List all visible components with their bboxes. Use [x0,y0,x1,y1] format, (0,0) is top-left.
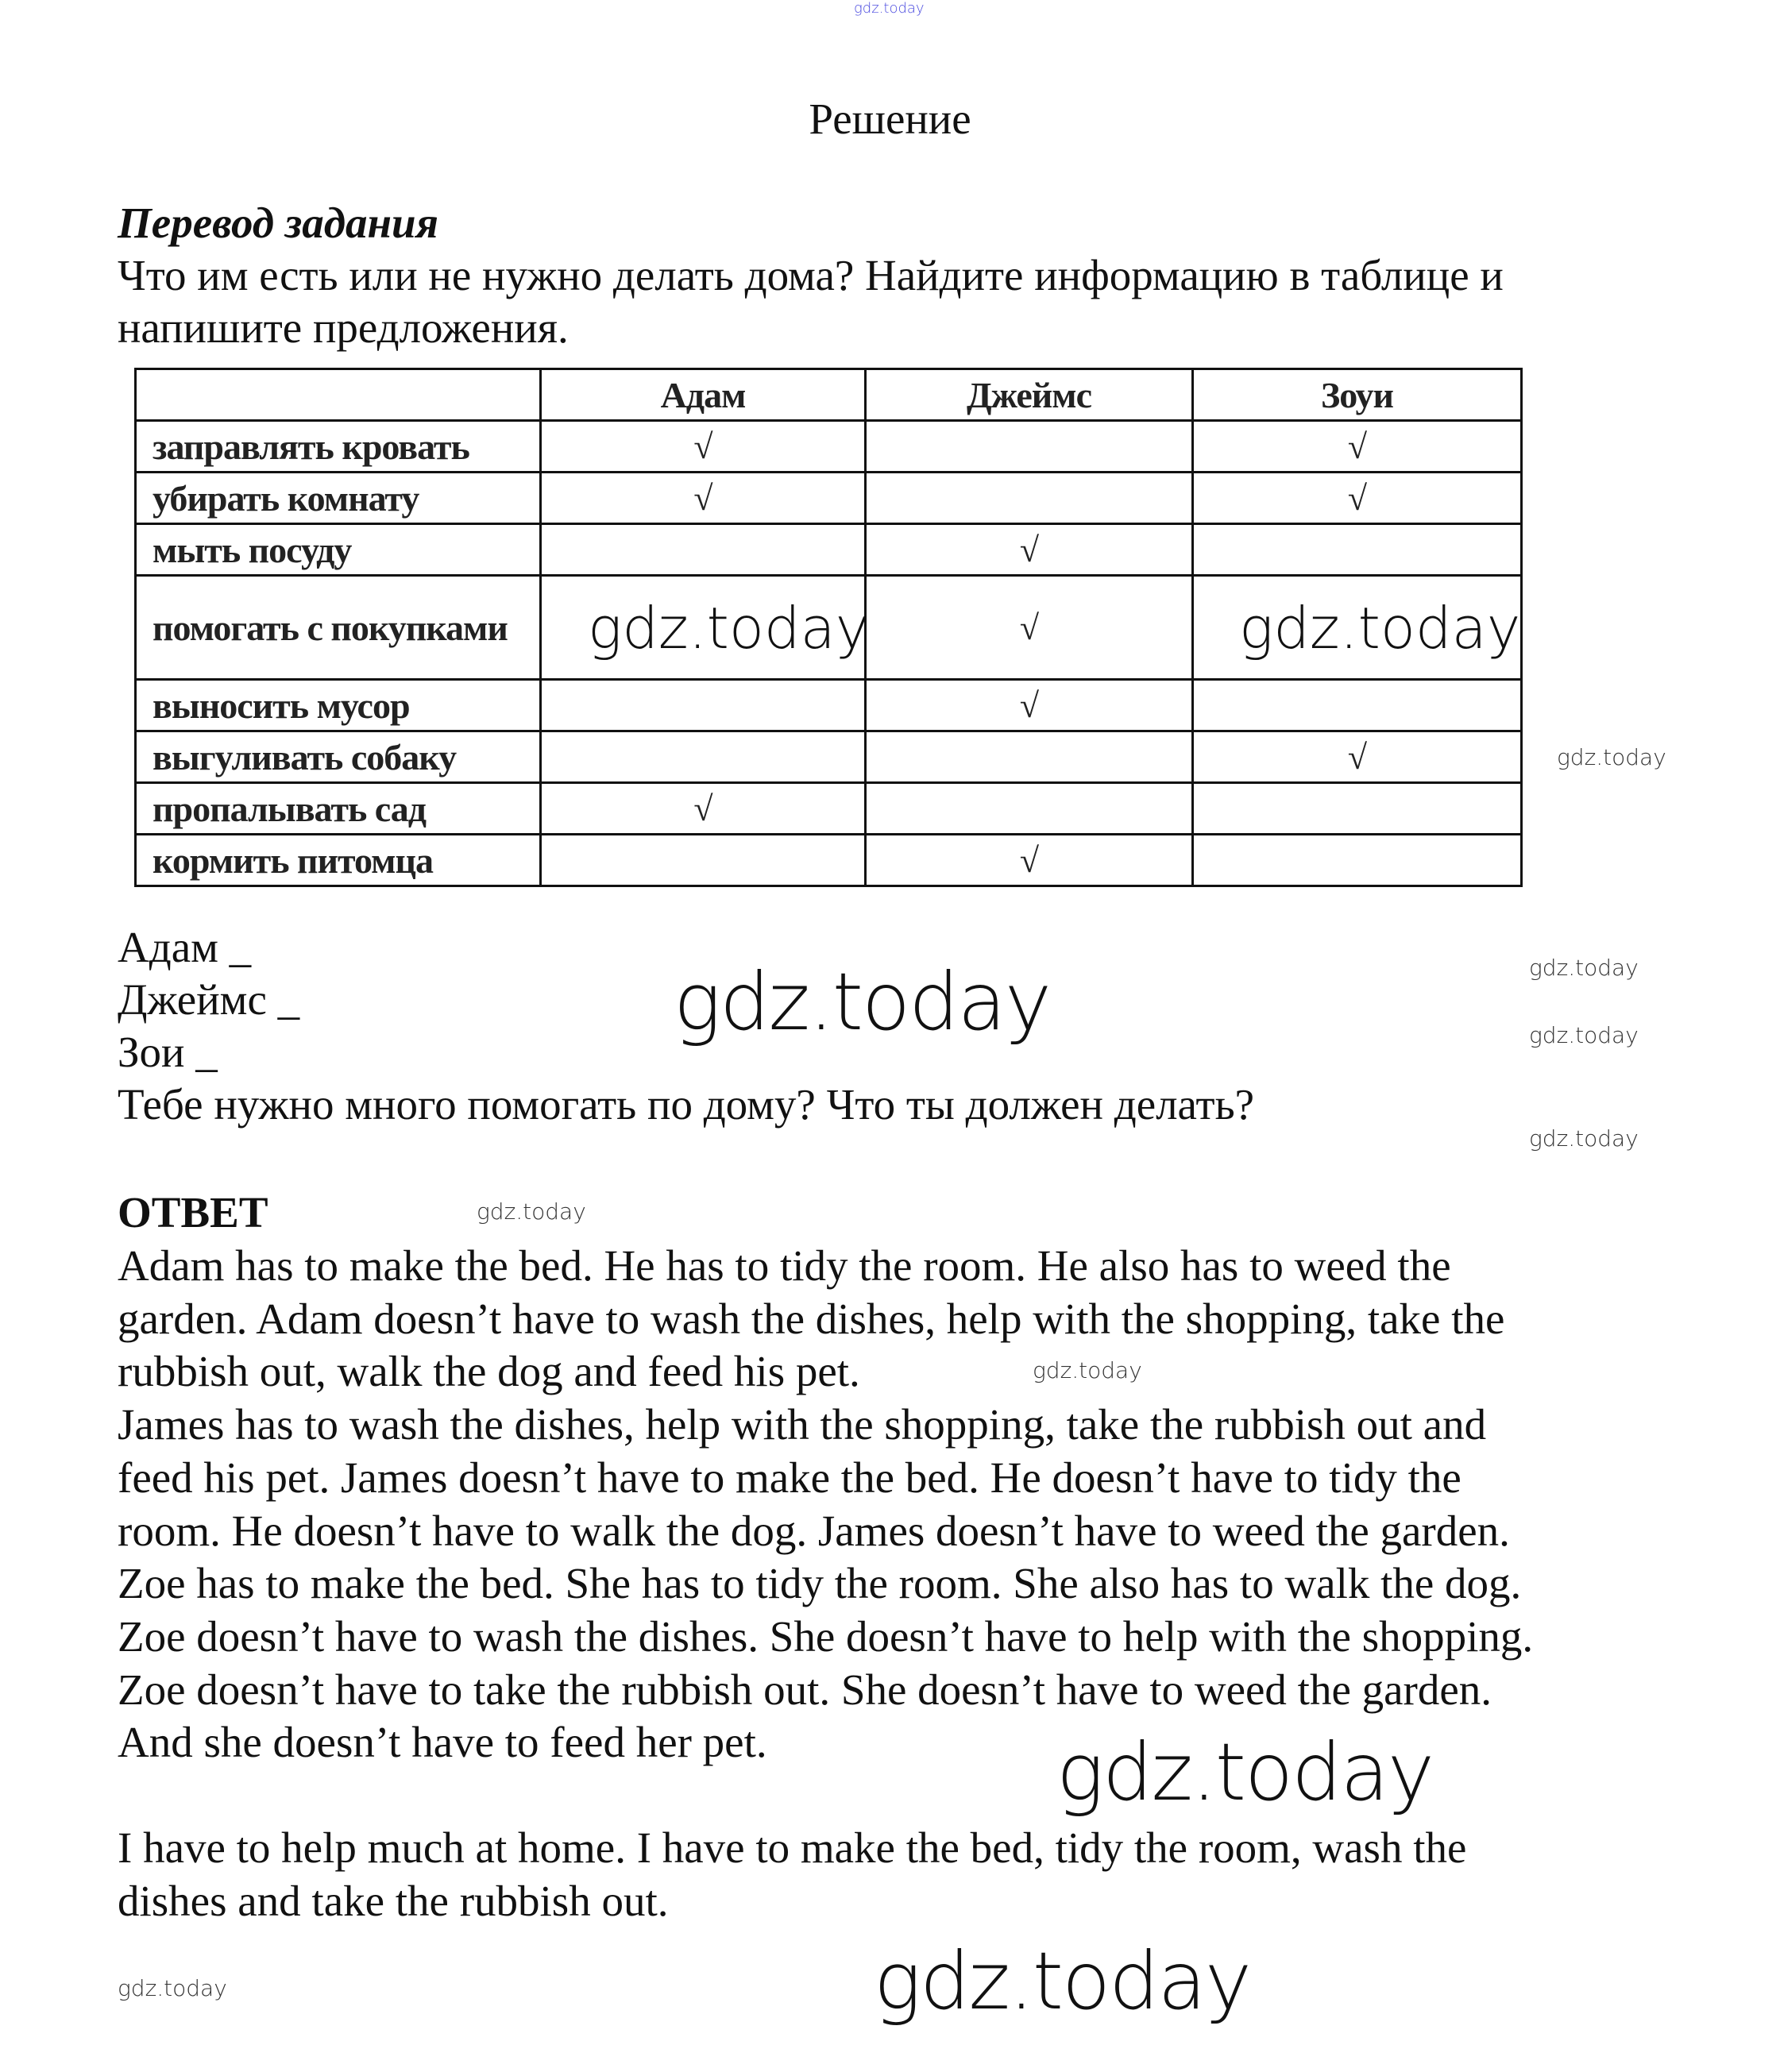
blank-adam: Адам _ [118,923,252,971]
answer-line: Zoe has to make the bed. She has to tidy the room. She also has to walk the dog. [118,1559,1522,1608]
table-row [136,783,1522,835]
final-answer-line: I have to help much at home. I have to make the bed, tidy the room, wash the [118,1823,1467,1872]
check-cell [866,421,1193,473]
blank-james: Джеймс _ [118,975,300,1024]
table-row [136,731,1522,783]
check-cell [866,731,1193,783]
chore-label: заправлять кровать [136,421,541,473]
watermark: gdz.today [1239,595,1521,662]
column-header-adam: Адам [541,369,866,421]
watermark: gdz.today [1557,744,1666,770]
column-header [136,369,541,421]
check-cell: √ [866,576,1193,680]
answer-line: feed his pet. James doesn’t have to make the bed. He doesn’t have to tidy the [118,1453,1461,1502]
chore-label: выгуливать собаку [136,731,541,783]
table-row [136,524,1522,576]
answer-line: James has to wash the dishes, help with the shopping, take the rubbish out and [118,1400,1487,1449]
table-header-row [136,369,1522,421]
answer-line: garden. Adam doesn’t have to wash the dishes, help with the shopping, take the [118,1294,1505,1343]
watermark-top: gdz.today [854,0,925,17]
check-cell [1193,783,1522,835]
answer-line: Zoe doesn’t have to wash the dishes. She doesn’t have to help with the shopping. [118,1611,1534,1661]
watermark: gdz.today [1056,1726,1434,1819]
task-question: Тебе нужно много помогать по дому? Что ты должен делать? [118,1080,1255,1129]
watermark: gdz.today [1529,1125,1639,1152]
table-row [136,680,1522,731]
check-cell [866,783,1193,835]
check-cell: √ [866,524,1193,576]
check-cell: √ [1193,731,1522,783]
chore-label: убирать комнату [136,473,541,524]
check-cell [541,680,866,731]
check-cell: √ [541,473,866,524]
check-cell [541,835,866,886]
chore-label: выносить мусор [136,680,541,731]
check-cell: √ [866,680,1193,731]
chore-label: кормить питомца [136,835,541,886]
check-cell [541,731,866,783]
task-text: Что им есть или не нужно делать дома? Найдите информацию в таблице и [118,251,1504,299]
check-cell: √ [541,783,866,835]
task-subtitle: Перевод задания [118,199,438,247]
check-cell [541,524,866,576]
check-cell: √ [541,421,866,473]
watermark: gdz.today [1033,1357,1142,1383]
chore-label: мыть посуду [136,524,541,576]
check-cell [1193,524,1522,576]
table-row [136,421,1522,473]
check-cell: √ [1193,421,1522,473]
watermark: gdz.today [588,595,870,662]
check-cell: √ [1193,473,1522,524]
watermark: gdz.today [1529,1022,1639,1048]
page-title: Решение [809,95,971,143]
answer-line: Adam has to make the bed. He has to tidy the room. He also has to weed the [118,1241,1451,1290]
blank-zoe: Зои _ [118,1028,218,1076]
check-cell: √ [866,835,1193,886]
table-row [136,473,1522,524]
chore-label: пропалывать сад [136,783,541,835]
watermark: gdz.today [118,1975,227,2001]
watermark: gdz.today [1529,955,1639,981]
task-text: напишите предложения. [118,303,569,352]
column-header-zoe: Зоуи [1193,369,1522,421]
chore-label: помогать с покупками [136,576,541,680]
watermark: gdz.today [477,1198,586,1225]
answer-line: And she doesn’t have to feed her pet. [118,1718,767,1767]
answer-line: room. He doesn’t have to walk the dog. James doesn’t have to weed the garden. [118,1506,1510,1555]
answer-line: Zoe doesn’t have to take the rubbish out. She doesn’t have to weed the garden. [118,1665,1492,1714]
answer-line: rubbish out, walk the dog and feed his pet. [118,1347,860,1396]
check-cell [866,473,1193,524]
check-cell [1193,680,1522,731]
check-cell [1193,835,1522,886]
table-row [136,835,1522,886]
final-answer-line: dishes and take the rubbish out. [118,1876,669,1925]
watermark: gdz.today [874,1935,1251,2028]
answer-heading: ОТВЕТ [118,1188,268,1237]
column-header-james: Джеймс [866,369,1193,421]
watermark: gdz.today [674,955,1051,1048]
